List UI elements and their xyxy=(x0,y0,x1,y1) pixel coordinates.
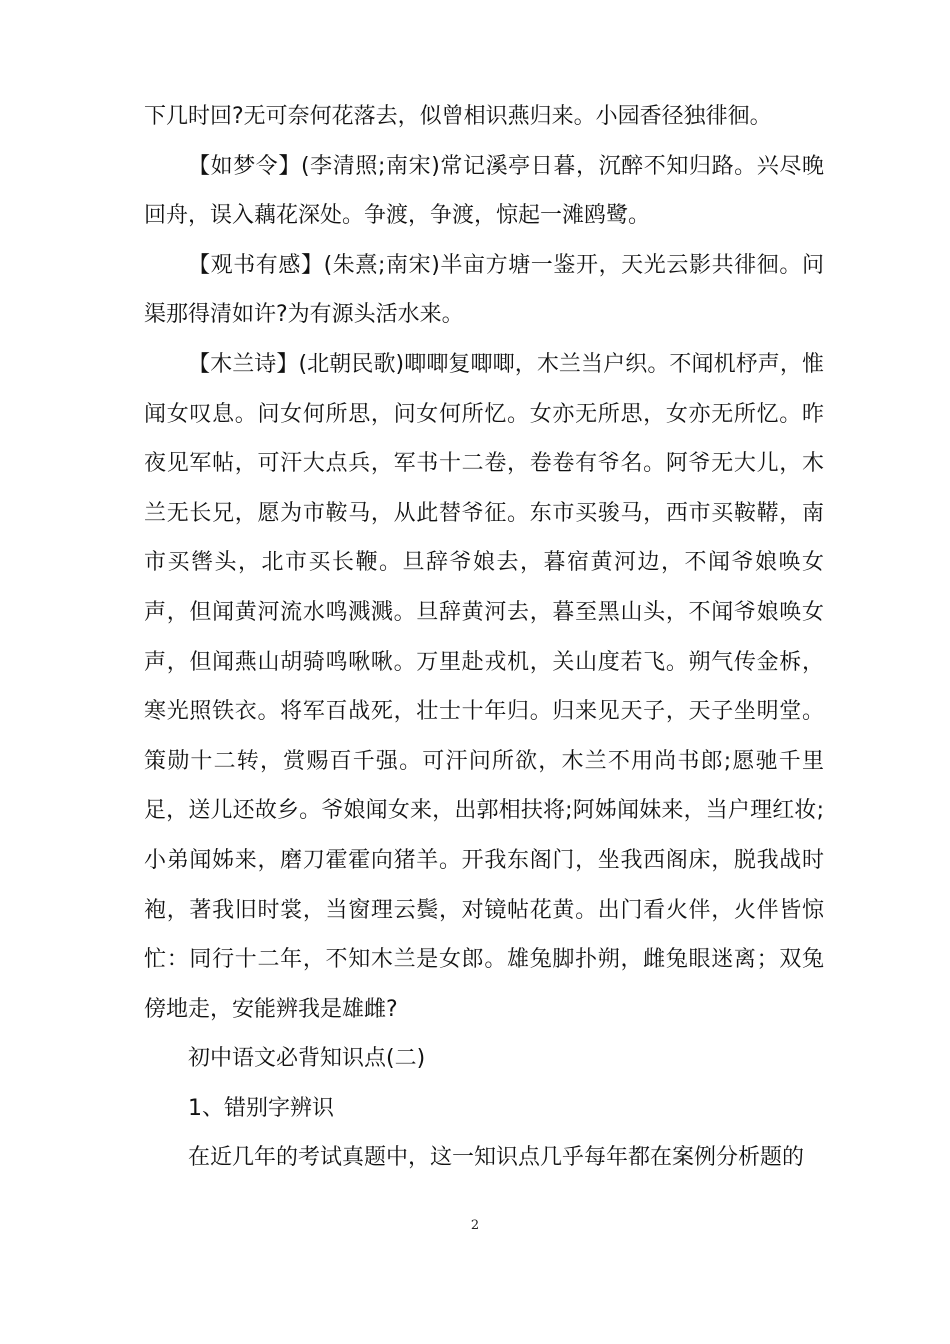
paragraph-guanshuyougan: 【观书有感】(朱熹;南宋)半亩方塘一鉴开，天光云影共徘徊。问渠那得清如许?为有源头活水来。 xyxy=(144,252,824,328)
paragraph-mulanshi: 【木兰诗】(北朝民歌)唧唧复唧唧，木兰当户织。不闻机杼声，惟闻女叹息。问女何所思，问女何所忆。女亦无所思，女亦无所忆。昨夜见军帖，可汗大点兵，军书十二卷，卷卷有爷名。阿爷无大儿，木兰无长兄，愿为市鞍马，从此替爷征。东市买骏马，西市买鞍鞯，南市买辔头，北市买长鞭。旦辞爷娘去，暮宿黄河边，不闻爷娘唤女声，但闻黄河流水鸣溅溅。旦辞黄河去，暮至黑山头，不闻爷娘唤女声，但闻燕山胡骑鸣啾啾。万里赴戎机，关山度若飞。朔气传金柝，寒光照铁衣。将军百战死，壮士十年归。归来见天子，天子坐明堂。策勋十二转，赏赐百千强。可汗问所欲，木兰不用尚书郎;愿驰千里足，送儿还故乡。爷娘闻女来，出郭相扶将;阿姊闻妹来，当户理红妆;小弟闻姊来，磨刀霍霍向猪羊。开我东阁门，坐我西阁床，脱我战时袍，著我旧时裳，当窗理云鬓，对镜帖花黄。出门看火伴，火伴皆惊忙：同行十二年，不知木兰是女郎。雄兔脚扑朔，雌兔眼迷离；双兔傍地走，安能辨我是雄雌? xyxy=(144,351,824,1022)
subsection-heading: 1、错别字辨识 xyxy=(188,1095,334,1121)
paragraph-ci-continuation: 下几时回?无可奈何花落去，似曾相识燕归来。小园香径独徘徊。 xyxy=(144,104,772,129)
paragraph-intro: 在近几年的考试真题中，这一知识点几乎每年都在案例分析题的 xyxy=(188,1145,805,1171)
section-heading: 初中语文必背知识点(二) xyxy=(188,1046,426,1072)
page-number: 2 xyxy=(470,1218,480,1233)
paragraph-rumengling: 【如梦令】(李清照;南宋)常记溪亭日暮，沉醉不知归路。兴尽晚回舟，误入藕花深处。争渡，争渡，惊起一滩鸥鹭。 xyxy=(144,153,824,229)
document-body xyxy=(144,92,824,1183)
